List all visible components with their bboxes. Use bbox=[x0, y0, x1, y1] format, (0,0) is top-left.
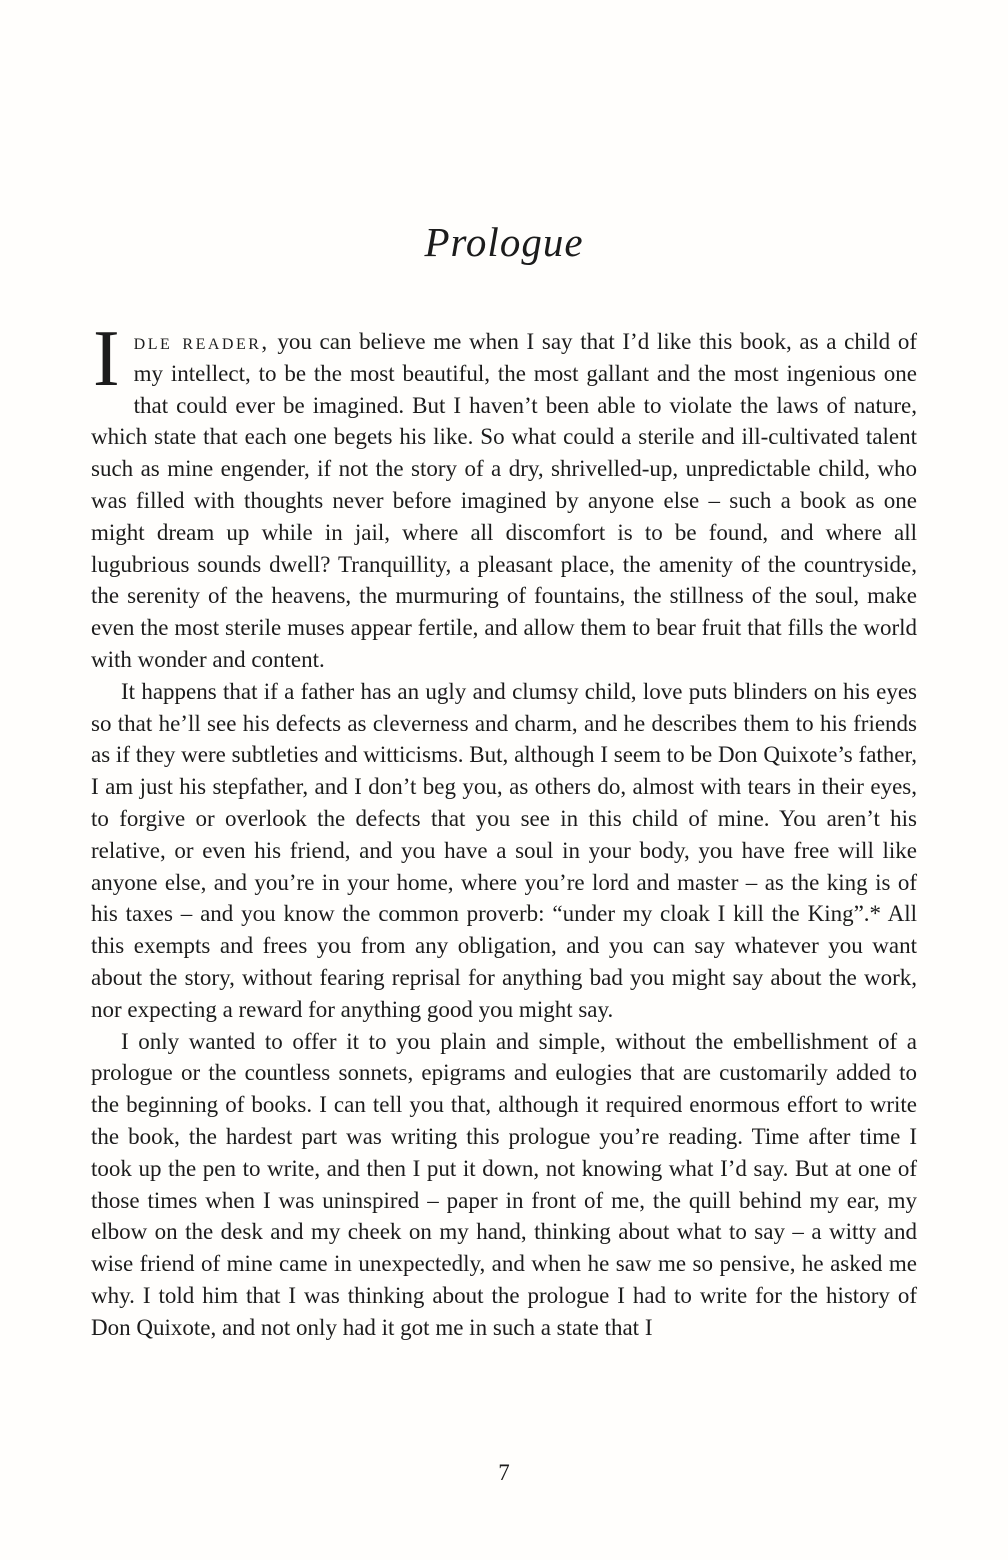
drop-cap: I bbox=[93, 315, 120, 403]
paragraph-2: It happens that if a father has an ugly and clumsy child, love puts blinders on his eyes so that he’ll see his defects as cleverness and charm, and he describes them to his friends as if they were subtleties and witticisms. But, although I seem to be Don Quixote’s father, I am just his stepfather, and I don’t beg you, as others do, almost with tears in their eyes, to forgive or overlook the defects that you see in this child of mine. You aren’t his relative, or even his friend, and you have a soul in your body, you have free will like anyone else, and you’re in your home, where you’re lord and master – as the king is of his taxes – and you know the common proverb: “under my cloak I kill the King”.* All this exempts and frees you from any obligation, and you can say whatever you want about the story, without fearing reprisal for anything bad you might say about the work, nor expecting a reward for anything good you might say. bbox=[91, 678, 917, 1022]
paragraph-3: I only wanted to offer it to you plain and simple, without the embellishment of a prologue or the countless sonnets, epigrams and eulogies that are customarily added to the beginning of books. I can tell you that, although it required enormous effort to write the book, the hardest part was writing this prologue you’re reading. Time after time I took up the pen to write, and then I put it down, not knowing what I’d say. But at one of those times when I was uninspired – paper in front of me, the quill behind my ear, my elbow on the desk and my cheek on my hand, thinking about what to say – a witty and wise friend of mine came in unexpectedly, and when he saw me so pensive, he asked me why. I told him that I was thinking about the prologue I had to write for the history of Don Quixote, and not only had it got me in such a state that I bbox=[91, 1028, 917, 1340]
page-number: 7 bbox=[498, 1460, 510, 1485]
page-title: Prologue bbox=[424, 219, 584, 265]
small-caps-lead: dle reader, bbox=[133, 329, 270, 354]
paragraph-1 bbox=[91, 315, 917, 676]
paragraph-1-text: you can believe me when I say that I’d like this book, as a child of my intellect, to be the most beautiful, the most gallant and the most ingenious one that could ever be imagined. But I haven’t been able to violate the laws of nature, which state that each one begets his like. So what could a sterile and ill-cultivated talent such as mine engender, if not the story of a dry, shrivelled-up, unpredictable child, who was filled with thoughts never before imagined by anyone else – such a book as one might dream up while in jail, where all discomfort is to be found, and where all lugubrious sounds dwell? Tranquillity, a pleasant place, the amenity of the countryside, the serenity of the heavens, the murmuring of fountains, the stillness of the soul, make even the most sterile muses appear fertile, and allow them to bear fruit that fills the world with wonder and content. bbox=[91, 329, 917, 672]
body-text bbox=[91, 315, 917, 1344]
